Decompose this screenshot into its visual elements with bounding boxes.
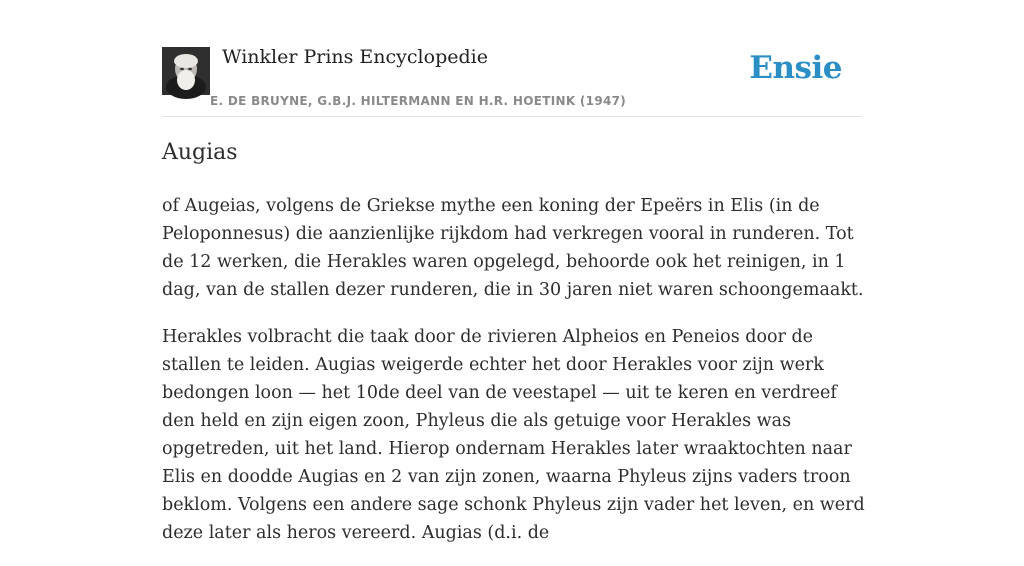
source-header: [162, 40, 862, 117]
brand-logo[interactable]: Ensie: [749, 50, 842, 86]
source-title[interactable]: Winkler Prins Encyclopedie: [222, 46, 488, 68]
avatar-portrait-icon: [162, 47, 210, 95]
author-avatar[interactable]: [162, 47, 210, 95]
source-authors: E. DE BRUYNE, G.B.J. HILTERMANN EN H.R. HOETINK (1947): [210, 94, 627, 108]
article-paragraph: Herakles volbracht die taak door de rivieren Alpheios en Peneios door de stallen te leiden. Augias weigerde echter het door Herakles voor zijn werk bedongen loon — het 10de deel van de veestapel — uit te keren en verdreef den held en zijn eigen zoon, Phyleus die als getuige voor Herakles was opgetreden, uit het land. Hierop ondernam Herakles later wraaktochten naar Elis en doodde Augias en 2 van zijn zonen, waarna Phyleus zijns vaders troon beklom. Volgens een andere sage schonk Phyleus zijn vader het leven, en werd deze later als heros vereerd. Augias (d.i. de: [162, 327, 865, 543]
article-title: Augias: [162, 140, 238, 165]
article-paragraph: of Augeias, volgens de Griekse mythe een koning der Epeërs in Elis (in de Peloponnesus) die aanzienlijke rijkdom had verkregen vooral in runderen. Tot de 12 werken, die Herakles waren opgelegd, behoorde ook het reinigen, in 1 dag, van de stallen dezer runderen, die in 30 jaren niet waren schoongemaakt.: [162, 196, 864, 300]
article-body: [162, 192, 868, 566]
